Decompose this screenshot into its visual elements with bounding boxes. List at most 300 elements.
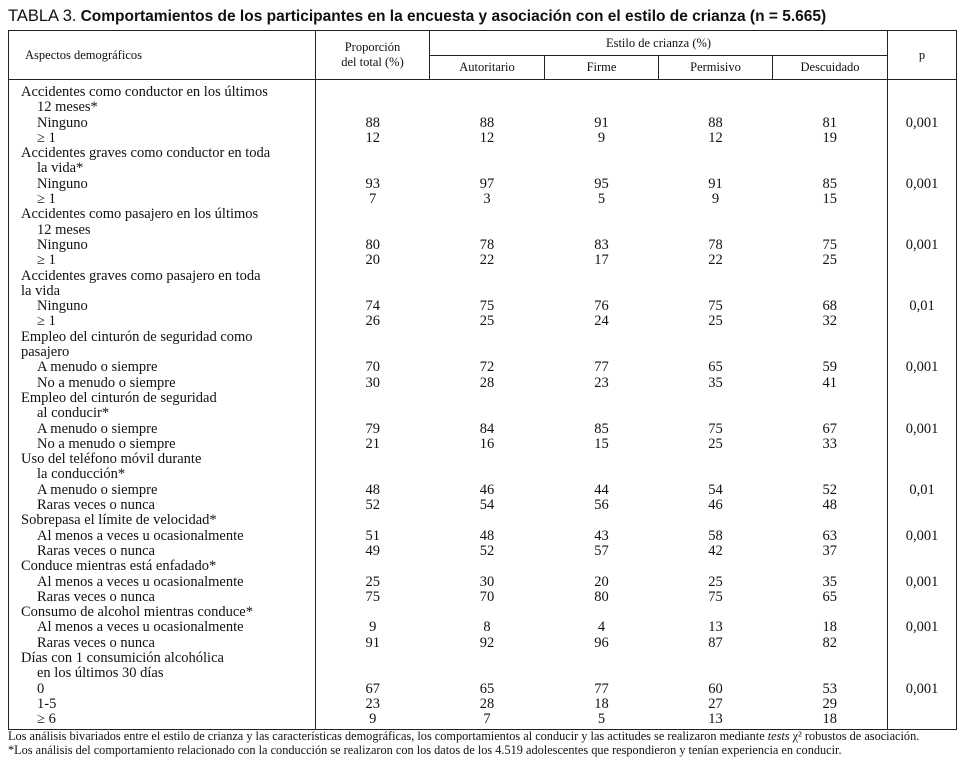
cell-total: 49 (316, 544, 430, 559)
category-label: al conducir* (37, 405, 110, 422)
cell-empty (316, 284, 430, 299)
cell-empty (659, 666, 773, 681)
cell-empty (316, 345, 430, 360)
cell-empty (545, 513, 659, 528)
category-row (9, 467, 957, 482)
row-label: Al menos a veces u ocasionalmente (37, 619, 244, 636)
row-label: A menudo o siempre (37, 481, 158, 498)
table-row (9, 116, 957, 131)
cell-firm: 9 (597, 129, 606, 146)
category-row (9, 330, 957, 345)
row-label: Ninguno (37, 298, 88, 315)
cell-firm: 91 (594, 114, 609, 131)
cell-empty (888, 269, 957, 284)
cell-neglectful: 59 (822, 359, 838, 376)
cell-empty (545, 269, 659, 284)
cell-empty (545, 207, 659, 222)
cell-p (888, 192, 957, 207)
cell-authoritarian: 8 (483, 619, 491, 636)
cell-empty (316, 330, 430, 345)
cell-firm: 77 (594, 359, 609, 376)
table-row (9, 712, 957, 730)
row-label: Ninguno (37, 114, 88, 131)
cell-permissive: 13 (708, 619, 723, 636)
cell-empty (430, 330, 545, 345)
cell-neglectful: 85 (822, 175, 838, 192)
cell-p (888, 498, 957, 513)
category-row (9, 559, 957, 574)
cell-empty (545, 146, 659, 161)
cell-permissive: 42 (708, 542, 723, 559)
table-row (9, 544, 957, 559)
cell-authoritarian: 52 (479, 542, 495, 559)
table-row (9, 177, 957, 192)
cell-empty (430, 100, 545, 115)
cell-empty (888, 406, 957, 421)
table-row (9, 192, 957, 207)
header-style-neglectful: Descuidado (773, 56, 888, 80)
cell-neglectful: 82 (822, 634, 838, 651)
cell-empty (316, 452, 430, 467)
cell-neglectful: 35 (822, 573, 838, 590)
cell-empty (430, 452, 545, 467)
row-label: Al menos a veces u ocasionalmente (37, 573, 244, 590)
cell-firm: 85 (594, 420, 609, 437)
category-label: Accidentes graves como pasajero en toda (21, 267, 261, 284)
cell-authoritarian: 28 (479, 695, 495, 712)
category-label: en los últimos 30 días (37, 665, 164, 682)
cell-empty (659, 330, 773, 345)
table-caption: Comportamientos de los participantes en la encuesta y asociación con el estilo de crianza (n = 5.665) (80, 8, 827, 25)
cell-total: 12 (316, 131, 430, 146)
cell-p: 0,001 (888, 238, 957, 253)
cell-p (888, 376, 957, 391)
cell-empty (888, 467, 957, 482)
cell-empty (430, 406, 545, 421)
row-label: ≥ 1 (37, 191, 56, 208)
cell-firm: 5 (597, 191, 606, 208)
cell-empty (545, 330, 659, 345)
cell-empty (430, 467, 545, 482)
category-label: la conducción* (37, 466, 126, 483)
cell-empty (545, 161, 659, 176)
table-title (8, 6, 826, 26)
table-row (9, 131, 957, 146)
cell-empty (659, 651, 773, 666)
header-style-authoritarian: Autoritario (430, 56, 545, 80)
cell-firm: 23 (594, 374, 609, 391)
table-row (9, 238, 957, 253)
cell-total: 25 (316, 575, 430, 590)
cell-empty (773, 452, 888, 467)
cell-total: 88 (316, 116, 430, 131)
cell-total: 26 (316, 314, 430, 329)
header-style-permissive: Permisivo (659, 56, 773, 80)
cell-empty (545, 559, 659, 574)
cell-empty (888, 666, 957, 681)
cell-firm: 15 (594, 435, 609, 452)
cell-total: 80 (316, 238, 430, 253)
cell-empty (545, 345, 659, 360)
cell-permissive: 91 (708, 175, 723, 192)
cell-empty (316, 100, 430, 115)
cell-neglectful: 67 (822, 420, 838, 437)
cell-authoritarian: 65 (479, 680, 495, 697)
cell-p (888, 314, 957, 329)
category-row (9, 223, 957, 238)
category-row (9, 513, 957, 528)
cell-permissive: 75 (708, 298, 723, 315)
cell-permissive: 75 (708, 588, 723, 605)
category-label: pasajero (21, 344, 70, 361)
cell-neglectful: 48 (822, 497, 838, 514)
cell-empty (430, 80, 545, 101)
cell-empty (545, 666, 659, 681)
cell-firm: 4 (597, 619, 606, 636)
cell-neglectful: 25 (822, 252, 838, 269)
header-proportion: Proporción del total (%) (316, 31, 430, 80)
header-style-group: Estilo de crianza (%) (430, 31, 888, 56)
table-row (9, 529, 957, 544)
cell-empty (430, 391, 545, 406)
cell-empty (430, 207, 545, 222)
cell-empty (659, 391, 773, 406)
cell-authoritarian: 22 (479, 252, 495, 269)
cell-total: 70 (316, 360, 430, 375)
cell-permissive: 88 (708, 114, 723, 131)
cell-p (888, 544, 957, 559)
cell-empty (659, 406, 773, 421)
cell-total: 52 (316, 498, 430, 513)
category-row (9, 666, 957, 681)
row-label: ≥ 1 (37, 313, 56, 330)
cell-empty (659, 223, 773, 238)
cell-empty (659, 80, 773, 101)
row-label: Raras veces o nunca (37, 497, 155, 514)
table-row (9, 422, 957, 437)
table-row (9, 590, 957, 605)
cell-firm: 83 (594, 236, 609, 253)
category-row (9, 452, 957, 467)
cell-neglectful: 18 (822, 711, 838, 728)
category-label: Empleo del cinturón de seguridad (21, 389, 217, 406)
table-row (9, 253, 957, 268)
cell-authoritarian: 75 (479, 298, 495, 315)
cell-empty (773, 513, 888, 528)
category-row (9, 100, 957, 115)
cell-firm: 96 (594, 634, 609, 651)
cell-authoritarian: 46 (479, 481, 495, 498)
category-row (9, 284, 957, 299)
cell-empty (316, 223, 430, 238)
table-row (9, 299, 957, 314)
cell-empty (430, 513, 545, 528)
cell-empty (545, 223, 659, 238)
cell-p: 0,001 (888, 116, 957, 131)
cell-empty (545, 284, 659, 299)
cell-p (888, 590, 957, 605)
cell-empty (888, 513, 957, 528)
cell-neglectful: 53 (822, 680, 838, 697)
cell-total: 21 (316, 437, 430, 452)
cell-firm: 20 (594, 573, 609, 590)
category-row (9, 80, 957, 101)
cell-total: 30 (316, 376, 430, 391)
cell-empty (773, 559, 888, 574)
cell-authoritarian: 48 (479, 527, 495, 544)
row-label: Raras veces o nunca (37, 588, 155, 605)
cell-total: 9 (316, 712, 430, 730)
cell-p (888, 437, 957, 452)
cell-total: 9 (316, 620, 430, 635)
cell-empty (430, 345, 545, 360)
cell-empty (888, 391, 957, 406)
cell-permissive: 13 (708, 711, 723, 728)
cell-authoritarian: 16 (479, 435, 495, 452)
cell-empty (773, 467, 888, 482)
cell-empty (430, 146, 545, 161)
cell-empty (316, 391, 430, 406)
cell-empty (659, 284, 773, 299)
cell-empty (773, 100, 888, 115)
cell-empty (888, 345, 957, 360)
cell-empty (659, 269, 773, 284)
category-label: Días con 1 consumición alcohólica (21, 649, 224, 666)
cell-p (888, 253, 957, 268)
cell-permissive: 58 (708, 527, 723, 544)
cell-p (888, 697, 957, 712)
cell-empty (430, 284, 545, 299)
header-p: p (888, 31, 957, 80)
cell-empty (659, 513, 773, 528)
row-label: Raras veces o nunca (37, 542, 155, 559)
table-row (9, 360, 957, 375)
cell-empty (888, 605, 957, 620)
category-row (9, 406, 957, 421)
cell-empty (773, 391, 888, 406)
cell-empty (659, 605, 773, 620)
cell-empty (773, 666, 888, 681)
row-label: ≥ 6 (37, 711, 56, 728)
category-label: Accidentes graves como conductor en toda (21, 145, 271, 162)
cell-neglectful: 52 (822, 481, 838, 498)
cell-permissive: 22 (708, 252, 723, 269)
cell-firm: 24 (594, 313, 609, 330)
cell-empty (316, 146, 430, 161)
cell-empty (888, 559, 957, 574)
cell-total: 20 (316, 253, 430, 268)
cell-empty (316, 161, 430, 176)
cell-empty (659, 207, 773, 222)
cell-p: 0,001 (888, 620, 957, 635)
cell-empty (545, 605, 659, 620)
cell-empty (773, 223, 888, 238)
cell-empty (773, 345, 888, 360)
cell-firm: 76 (594, 298, 609, 315)
category-label: Sobrepasa el límite de velocidad* (21, 512, 217, 529)
cell-neglectful: 18 (822, 619, 838, 636)
cell-p: 0,01 (888, 483, 957, 498)
cell-firm: 18 (594, 695, 609, 712)
cell-permissive: 54 (708, 481, 723, 498)
cell-empty (773, 161, 888, 176)
cell-p (888, 131, 957, 146)
cell-neglectful: 37 (822, 542, 838, 559)
cell-empty (773, 146, 888, 161)
cell-authoritarian: 25 (479, 313, 495, 330)
cell-total: 75 (316, 590, 430, 605)
cell-firm: 95 (594, 175, 609, 192)
table-row (9, 314, 957, 329)
cell-authoritarian: 88 (479, 114, 495, 131)
table-row (9, 376, 957, 391)
category-row (9, 651, 957, 666)
category-label: Accidentes como pasajero en los últimos (21, 206, 259, 223)
cell-empty (545, 406, 659, 421)
cell-empty (773, 605, 888, 620)
cell-p: 0,001 (888, 682, 957, 697)
cell-authoritarian: 28 (479, 374, 495, 391)
cell-firm: 43 (594, 527, 609, 544)
cell-empty (888, 651, 957, 666)
cell-empty (430, 223, 545, 238)
cell-neglectful: 68 (822, 298, 838, 315)
cell-authoritarian: 92 (479, 634, 495, 651)
cell-permissive: 9 (711, 191, 720, 208)
category-row (9, 391, 957, 406)
cell-empty (545, 467, 659, 482)
cell-empty (659, 146, 773, 161)
table-row (9, 636, 957, 651)
cell-empty (316, 513, 430, 528)
cell-empty (888, 223, 957, 238)
category-label: Conduce mientras está enfadado* (21, 558, 217, 575)
cell-permissive: 25 (708, 435, 723, 452)
cell-neglectful: 33 (822, 435, 838, 452)
category-label: Accidentes como conductor en los últimos (21, 84, 268, 100)
cell-firm: 17 (594, 252, 609, 269)
cell-empty (888, 284, 957, 299)
category-row (9, 605, 957, 620)
header-style-firm: Firme (545, 56, 659, 80)
cell-empty (545, 80, 659, 101)
cell-permissive: 60 (708, 680, 723, 697)
cell-neglectful: 29 (822, 695, 838, 712)
row-label: Ninguno (37, 175, 88, 192)
cell-authoritarian: 84 (479, 420, 495, 437)
cell-authoritarian: 54 (479, 497, 495, 514)
cell-permissive: 75 (708, 420, 723, 437)
cell-authoritarian: 78 (479, 236, 495, 253)
cell-permissive: 12 (708, 129, 723, 146)
header-aspect: Aspectos demográficos (9, 31, 316, 80)
cell-empty (659, 100, 773, 115)
cell-p (888, 712, 957, 730)
cell-p: 0,01 (888, 299, 957, 314)
cell-total: 7 (316, 192, 430, 207)
cell-firm: 56 (594, 497, 609, 514)
cell-total: 79 (316, 422, 430, 437)
category-label: Consumo de alcohol mientras conduce* (21, 604, 253, 621)
cell-empty (659, 161, 773, 176)
cell-authoritarian: 3 (483, 191, 491, 208)
row-label: 0 (37, 680, 45, 697)
cell-authoritarian: 30 (479, 573, 495, 590)
cell-total: 51 (316, 529, 430, 544)
table-body (9, 80, 957, 730)
cell-p: 0,001 (888, 575, 957, 590)
cell-empty (659, 452, 773, 467)
cell-empty (888, 161, 957, 176)
cell-total: 74 (316, 299, 430, 314)
cell-empty (773, 651, 888, 666)
cell-total: 48 (316, 483, 430, 498)
table-notes (8, 729, 956, 757)
row-label: No a menudo o siempre (37, 435, 176, 452)
cell-firm: 80 (594, 588, 609, 605)
cell-total: 67 (316, 682, 430, 697)
cell-empty (545, 651, 659, 666)
cell-authoritarian: 12 (479, 129, 495, 146)
category-row (9, 207, 957, 222)
row-label: A menudo o siempre (37, 420, 158, 437)
table-row (9, 682, 957, 697)
cell-total: 93 (316, 177, 430, 192)
cell-neglectful: 32 (822, 313, 838, 330)
table-row (9, 575, 957, 590)
cell-empty (773, 269, 888, 284)
cell-empty (430, 269, 545, 284)
table-row (9, 498, 957, 513)
cell-empty (773, 330, 888, 345)
table-row (9, 483, 957, 498)
cell-empty (773, 207, 888, 222)
row-label: Raras veces o nunca (37, 634, 155, 651)
cell-permissive: 25 (708, 313, 723, 330)
cell-authoritarian: 7 (483, 711, 491, 728)
cell-p: 0,001 (888, 529, 957, 544)
cell-permissive: 87 (708, 634, 723, 651)
cell-p (888, 636, 957, 651)
cell-firm: 57 (594, 542, 609, 559)
table-row (9, 697, 957, 712)
category-label: 12 meses* (37, 99, 98, 116)
category-row (9, 345, 957, 360)
cell-empty (316, 605, 430, 620)
row-label: No a menudo o siempre (37, 374, 176, 391)
cell-empty (659, 467, 773, 482)
cell-firm: 5 (597, 711, 606, 728)
cell-empty (888, 100, 957, 115)
cell-empty (430, 161, 545, 176)
category-row (9, 146, 957, 161)
cell-authoritarian: 72 (479, 359, 495, 376)
cell-permissive: 25 (708, 573, 723, 590)
behavior-table (8, 30, 957, 730)
row-label: 1-5 (37, 695, 57, 712)
table-number: TABLA 3. (8, 7, 77, 25)
cell-empty (888, 146, 957, 161)
cell-p: 0,001 (888, 177, 957, 192)
cell-neglectful: 41 (822, 374, 838, 391)
cell-permissive: 78 (708, 236, 723, 253)
cell-p: 0,001 (888, 422, 957, 437)
category-label: la vida (21, 282, 61, 299)
cell-empty (888, 330, 957, 345)
cell-empty (316, 559, 430, 574)
cell-p: 0,001 (888, 360, 957, 375)
category-label: Empleo del cinturón de seguridad como (21, 328, 253, 345)
